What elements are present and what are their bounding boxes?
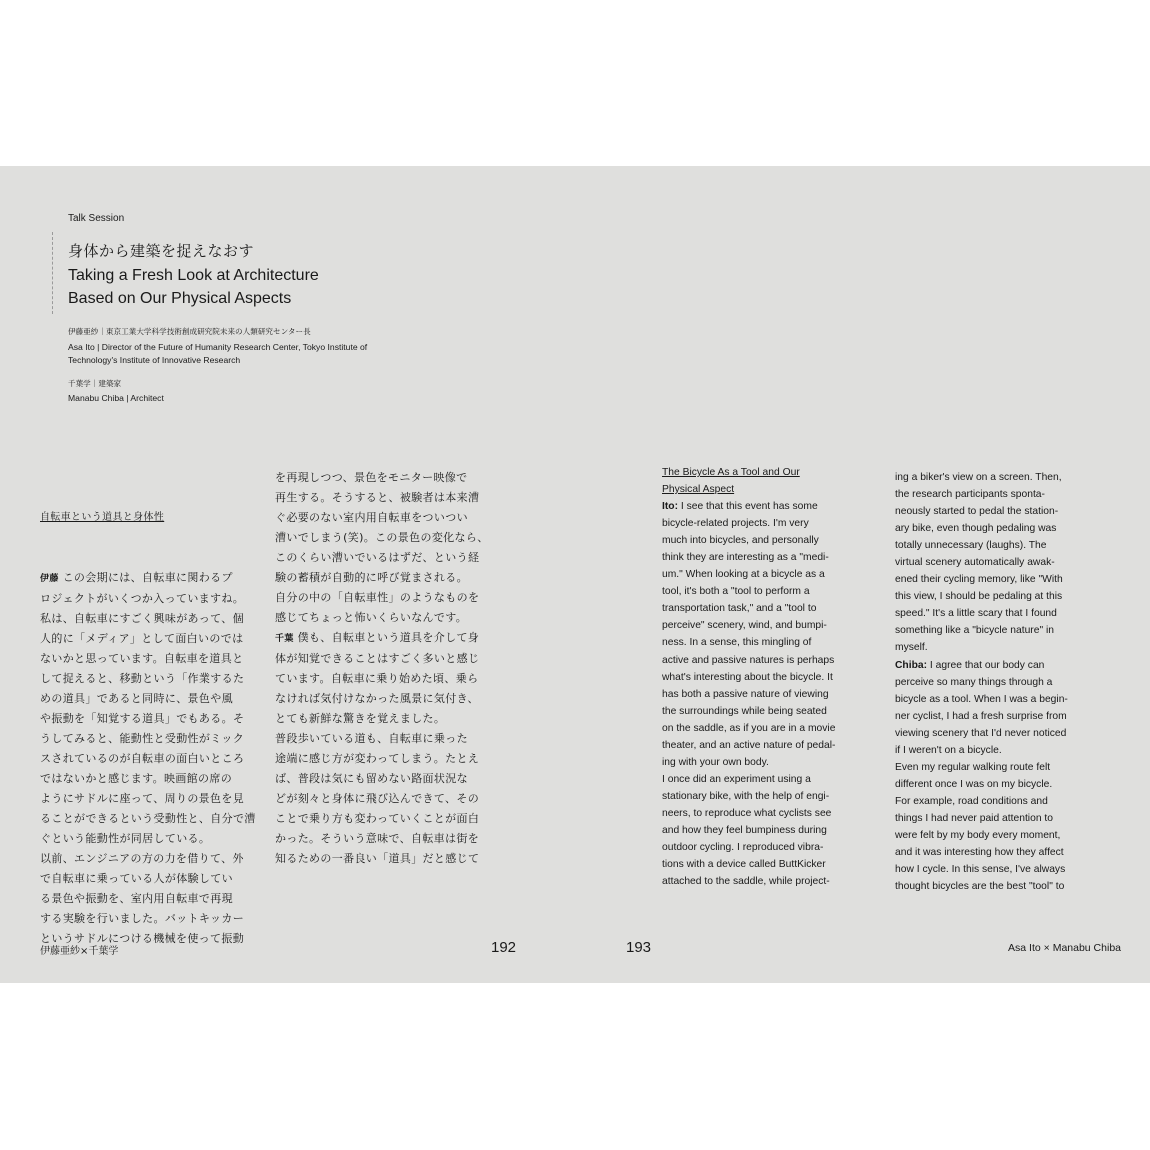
section-label: Talk Session bbox=[68, 213, 125, 224]
en-line: um." When looking at a bicycle as a bbox=[662, 569, 825, 581]
credit-ito-japanese: 伊藤亜紗｜東京工業大学科学技術創成研究院未来の人類研究センター長 bbox=[68, 327, 311, 336]
en-line: theater, and an active nature of pedal- bbox=[662, 739, 836, 751]
en-line: ary bike, even though pedaling was bbox=[895, 523, 1057, 535]
speaker-label-chiba-jp: 千葉 bbox=[275, 634, 294, 644]
jp-line: ば、普段は気にも留めない路面状況な bbox=[275, 772, 468, 785]
jp-line: というサドルにつける機械を使って振動 bbox=[40, 932, 245, 945]
title-english-line-2: Based on Our Physical Aspects bbox=[68, 290, 292, 307]
jp-line: ようにサドルに座って、周りの景色を見 bbox=[40, 792, 245, 805]
jp-line: このくらい漕いでいるはずだ、という経 bbox=[275, 551, 480, 564]
en-line: bicycle-related projects. I'm very bbox=[662, 518, 809, 530]
jp-line: 再生する。そうすると、被験者は本来漕 bbox=[275, 491, 480, 504]
jp-line: ぐ必要のない室内用自転車をついつい bbox=[275, 511, 468, 524]
jp-line: ではないかと感じます。映画館の席の bbox=[40, 772, 233, 785]
en-line: on the saddle, as if you are in a movie bbox=[662, 722, 836, 734]
en-line: ing with your own body. bbox=[662, 756, 769, 768]
en-line: myself. bbox=[895, 642, 928, 654]
english-column-2 bbox=[895, 469, 1115, 895]
jp-line: して捉えると、移動という「作業するた bbox=[40, 672, 245, 685]
en-line: neously started to pedal the station- bbox=[895, 506, 1059, 518]
en-line: ened their cycling memory, like "With bbox=[895, 574, 1063, 586]
en-line: Even my regular walking route felt bbox=[895, 761, 1051, 773]
en-line: different once I was on my bicycle. bbox=[895, 778, 1053, 790]
credit-ito-english bbox=[68, 341, 488, 367]
jp-line: ロジェクトがいくつか入っていますね。 bbox=[40, 592, 245, 605]
en-line: something like a "bicycle nature" in bbox=[895, 625, 1054, 637]
jp-line: 体が知覚できることはすごく多いと感じ bbox=[275, 652, 480, 665]
jp-line: 自分の中の「自転車性」のようなものを bbox=[275, 591, 480, 604]
english-column-1 bbox=[662, 464, 882, 890]
en-line: outdoor cycling. I reproduced vibra- bbox=[662, 842, 824, 854]
jp-line: 以前、エンジニアの方の力を借りて、外 bbox=[40, 852, 244, 865]
jp-line: ています。自転車に乗り始めた頃、乗ら bbox=[275, 672, 479, 685]
jp-line: めの道具」であると同時に、景色や風 bbox=[40, 692, 233, 705]
en-line: I see that this event has some bbox=[678, 501, 818, 513]
jp-line: スされているのが自転車の面白いところ bbox=[40, 752, 245, 765]
en-line: speed." It's a little scary that I found bbox=[895, 608, 1057, 620]
page-number-right: 193 bbox=[626, 939, 652, 956]
jp-line: かった。そういう意味で、自転車は街を bbox=[275, 832, 480, 845]
en-line: this view, I should be pedaling at this bbox=[895, 591, 1063, 603]
jp-line: ことで乗り方も変わっていくことが面白 bbox=[275, 812, 480, 825]
japanese-column-2 bbox=[275, 468, 500, 869]
jp-line: 感じてちょっと怖いくらいなんです。 bbox=[275, 611, 468, 624]
japanese-column-1-lines bbox=[40, 568, 265, 949]
jp-line: 普段歩いている道も、自転車に乗った bbox=[275, 732, 468, 745]
speaker-label-ito-en: Ito: bbox=[662, 501, 679, 513]
credit-chiba-japanese: 千葉学｜建築家 bbox=[68, 379, 122, 388]
en-line: totally unnecessary (laughs). The bbox=[895, 540, 1047, 552]
jp-line: なければ気付けなかった風景に気付き、 bbox=[275, 692, 479, 705]
en-line: transportation task," and a "tool to bbox=[662, 603, 817, 615]
english-section-heading-line-2: Physical Aspect bbox=[662, 484, 735, 496]
en-line: stationary bike, with the help of engi- bbox=[662, 790, 830, 802]
jp-line: 人的に「メディア」として面白いのでは bbox=[40, 632, 244, 645]
en-line: bicycle as a tool. When I was a begin- bbox=[895, 693, 1068, 705]
jp-line: うしてみると、能動性と受動性がミック bbox=[40, 732, 245, 745]
page-number-left: 192 bbox=[491, 939, 517, 956]
title-japanese: 身体から建築を捉えなおす bbox=[68, 242, 255, 260]
jp-line: で自転車に乗っている人が体験してい bbox=[40, 872, 233, 885]
en-line: perceive" scenery, wind, and bumpi- bbox=[662, 620, 827, 632]
en-line: and it was interesting how they affect bbox=[895, 847, 1064, 859]
jp-line: 僕も、自転車という道具を介して身 bbox=[297, 631, 480, 644]
credit-chiba-english: Manabu Chiba | Architect bbox=[68, 393, 164, 403]
en-line: tions with a device called ButtKicker bbox=[662, 859, 826, 871]
en-line: I agree that our body can bbox=[927, 659, 1045, 671]
en-line: neers, to reproduce what cyclists see bbox=[662, 807, 832, 819]
japanese-column-1 bbox=[40, 468, 265, 969]
en-line: viewing scenery that I'd never noticed bbox=[895, 727, 1067, 739]
en-line: much into bicycles, and personally bbox=[662, 535, 819, 547]
jp-line: 知るための一番良い「道具」だと感じて bbox=[275, 852, 480, 865]
en-line: ing a biker's view on a screen. Then, bbox=[895, 472, 1062, 483]
jp-line: とても新鮮な驚きを覚えました。 bbox=[275, 712, 446, 725]
en-line: and how they feel bumpiness during bbox=[662, 824, 827, 836]
en-line: attached to the saddle, while project- bbox=[662, 876, 830, 888]
english-section-heading-line-1: The Bicycle As a Tool and Our bbox=[662, 467, 800, 478]
jp-line: ないかと思っています。自転車を道具と bbox=[40, 652, 244, 665]
jp-line: ぐという能動性が同居している。 bbox=[40, 832, 211, 845]
credit-ito-english-line-2: Technology's Institute of Innovative Research bbox=[68, 355, 241, 365]
title-english bbox=[68, 264, 388, 310]
jp-line: を再現しつつ、景色をモニター映像で bbox=[275, 471, 468, 484]
jp-line: る景色や振動を、室内用自転車で再現 bbox=[40, 892, 233, 905]
en-line: tool, it's both a "tool to perform a bbox=[662, 586, 810, 598]
en-line: the surroundings while being seated bbox=[662, 705, 827, 717]
jp-line: ることができるという受動性と、自分で漕 bbox=[40, 812, 256, 825]
en-line: how I cycle. In this sense, I've always bbox=[895, 864, 1066, 876]
en-line: virtual scenery automatically awak- bbox=[895, 557, 1055, 569]
en-line: thought bicycles are the best "tool" to bbox=[895, 881, 1065, 893]
en-line: what's interesting about the bicycle. It bbox=[662, 671, 833, 683]
jp-line: する実験を行いました。バットキッカー bbox=[40, 912, 245, 925]
en-line: For example, road conditions and bbox=[895, 795, 1048, 807]
en-line: were felt by my body every moment, bbox=[895, 829, 1061, 841]
japanese-section-heading: 自転車という道具と身体性 bbox=[40, 512, 165, 523]
en-line: active and passive natures is perhaps bbox=[662, 654, 835, 666]
jp-line: どが刻々と身体に飛び込んできて、その bbox=[275, 792, 480, 805]
en-line: has both a passive nature of viewing bbox=[662, 688, 829, 700]
en-line: ner cyclist, I had a fresh surprise from bbox=[895, 710, 1067, 722]
en-line: I once did an experiment using a bbox=[662, 773, 811, 785]
jp-line: この会期には、自転車に関わるプ bbox=[62, 571, 233, 584]
en-line: ness. In a sense, this mingling of bbox=[662, 637, 812, 649]
en-line: things I had never paid attention to bbox=[895, 812, 1053, 824]
title-english-line-1: Taking a Fresh Look at Architecture bbox=[68, 267, 319, 284]
jp-line: 験の蓄積が自動的に呼び覚まされる。 bbox=[275, 571, 468, 584]
en-line: perceive so many things through a bbox=[895, 676, 1053, 688]
en-line: think they are interesting as a "medi- bbox=[662, 552, 829, 564]
credit-ito-english-line-1: Asa Ito | Director of the Future of Humanity Research Center, Tokyo Institute of bbox=[68, 342, 368, 352]
title-dashed-rule bbox=[52, 232, 53, 314]
jp-line: 途端に感じ方が変わってしまう。たとえ bbox=[275, 752, 480, 765]
speaker-label-chiba-en: Chiba: bbox=[895, 659, 928, 671]
folio-right-author-names: Asa Ito × Manabu Chiba bbox=[1008, 942, 1121, 954]
jp-line: や振動を「知覚する道具」でもある。そ bbox=[40, 712, 245, 725]
en-line: the research participants sponta- bbox=[895, 489, 1045, 501]
en-line: if I weren't on a bicycle. bbox=[895, 744, 1002, 756]
jp-line: 漕いでしまう(笑)。この景色の変化なら、 bbox=[275, 531, 489, 544]
jp-line: 私は、自転車にすごく興味があって、個 bbox=[40, 612, 244, 625]
folio-left-author-names: 伊藤亜紗×千葉学 bbox=[40, 946, 119, 957]
speaker-label-ito-jp: 伊藤 bbox=[40, 574, 59, 584]
